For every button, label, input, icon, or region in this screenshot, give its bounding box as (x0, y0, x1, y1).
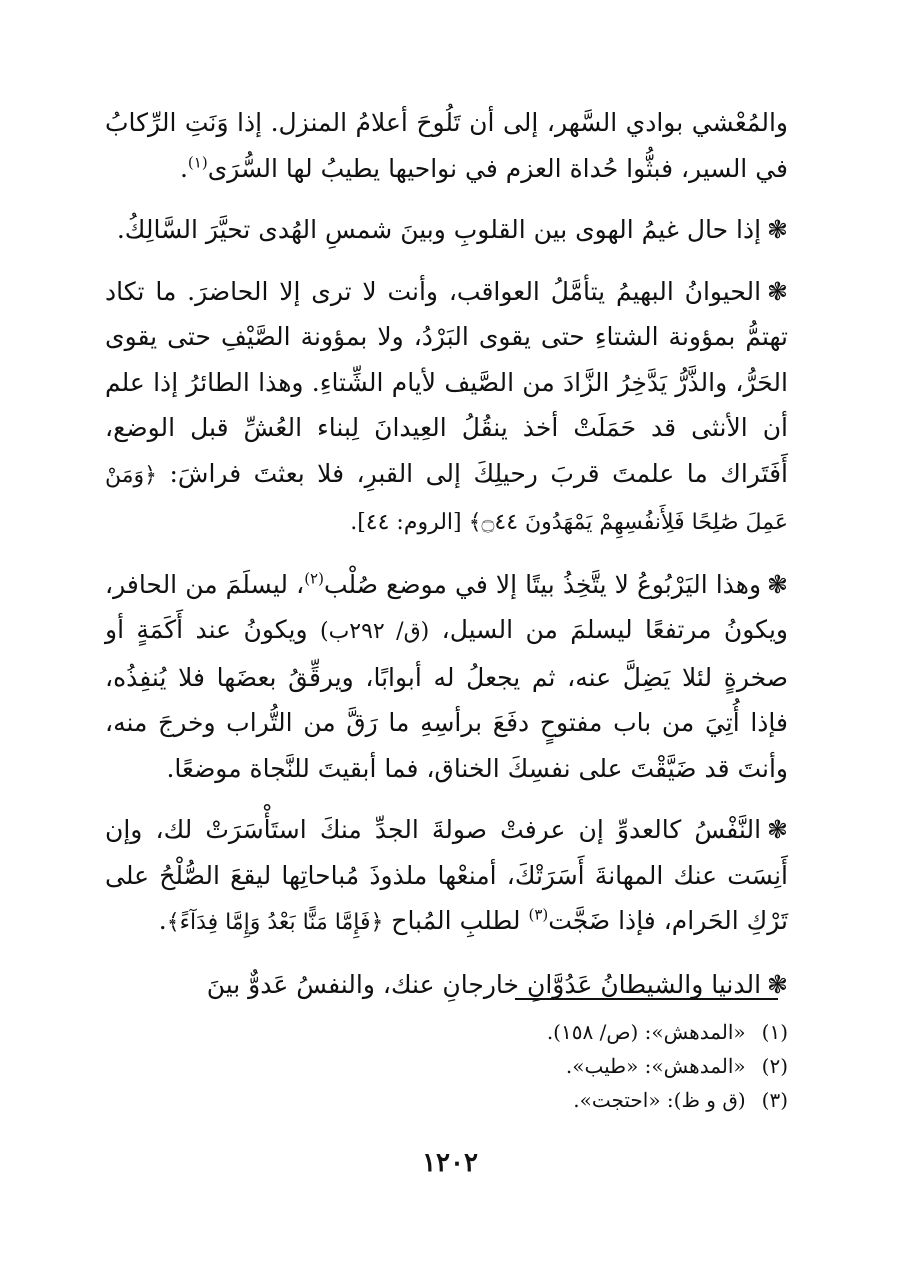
paragraph (105, 807, 788, 946)
footnote-number: (١) (761, 1020, 788, 1044)
footnote-item (105, 1015, 788, 1049)
footnote-text: «المدهش»: (ص/ ١٥٨). (546, 1020, 746, 1044)
footnote-reference: (١) (187, 153, 208, 172)
paragraph-star-marker: ❃ (767, 969, 788, 999)
footnote-number: (٣) (761, 1088, 788, 1112)
paragraph (105, 962, 788, 1008)
paragraph-text: وهذا اليَرْبُوعُ لا يتَّخِذُ بيتًا إلا في موضع صُلْب (323, 569, 762, 599)
paragraph (105, 562, 788, 792)
paragraph-text: ، ليسلَمَ من الحافر، ويكونُ مرتفعًا ليسلمَ من السيل، (105, 569, 788, 644)
paragraph-text: . (158, 906, 167, 935)
paragraph-text: . (179, 153, 188, 183)
footnote-separator (515, 998, 778, 1000)
paragraph-star-marker: ❃ (767, 815, 788, 844)
paragraph (105, 269, 788, 546)
citation-reference: [الروم: ٤٤]. (350, 510, 469, 535)
paragraph-text: ويكونُ عند أَكَمَةٍ أو صخرةٍ لئلا يَضِلَّ عنه، ثم يجعلُ له أبوابًا، ويرقِّقُ بعضَها فلا يُنفِذُه، فإذا أُتِيَ من باب مفتوحٍ دفَعَ برأسِهِ ما رَقَّ من التُّراب وخرجَ منه، وأنتَ قد ضَيَّقْتَ على نفسِكَ الخناق، فما أبقيتَ للنَّجاة موضعًا. (105, 615, 788, 783)
paragraph (105, 207, 788, 253)
page-number: ١٢٠٢ (422, 1148, 478, 1178)
paragraph-text: لطلبِ المُباح (383, 906, 529, 935)
quran-verse: ﴿وَمَنْ عَمِلَ صَٰلِحًا فَلِأَنفُسِهِمْ يَمْهَدُونَ ۝٤٤﴾ (105, 462, 788, 535)
footnote-item (105, 1049, 788, 1083)
paragraph-text: والمُعْشي بوادي السَّهر، إلى أن تَلُوحَ أعلامُ المنزل. إذا وَنَتِ الرِّكابُ في السير، فبثُّوا حُداة العزم في نواحيها يطيبُ لها السُّرَى (105, 108, 788, 183)
footnote-text: «المدهش»: «طيب». (565, 1054, 746, 1078)
quran-verse: ﴿فَإِمَّا مَنًّا بَعْدُ وَإِمَّا فِدَآءً﴾ (166, 910, 384, 935)
citation-reference: (ق/ ٢٩٢ب) (319, 619, 430, 644)
paragraph-text: إذا حال غيمُ الهوى بين القلوبِ وبينَ شمسِ الهُدى تحيَّرَ السَّالِكُ. (116, 215, 762, 244)
footnote-number: (٢) (761, 1054, 788, 1078)
footnote-reference: (٢) (304, 569, 324, 588)
paragraph-text: الحيوانُ البهيمُ يتأمَّلُ العواقب، وأنت لا ترى إلا الحاضرَ. ما تكاد تهتمُّ بمؤونة الشتاءِ حتى يقوى البَرْدُ، ولا بمؤونة الصَّيْفِ حتى يقوى الحَرُّ، والذَّرُّ يَدَّخِرُ الزَّادَ من الصَّيف لأيام الشِّتاءِ. وهذا الطائرُ إذا علم أن الأنثى قد حَمَلَتْ أخذ ينقُلُ العِيدانَ لِبناء العُشِّ قبل الوضع، أَفَتَراك ما علمتَ قربَ رحيلِكَ إلى القبرِ، فلا بعثتَ فراشَ: (105, 276, 788, 488)
paragraph-star-marker: ❃ (767, 276, 788, 306)
footnote-item (105, 1083, 788, 1117)
main-text (105, 100, 788, 1023)
footnote-text: (ق و ظ): «احتجت». (573, 1088, 746, 1112)
footnote-reference: (٣) (528, 905, 549, 924)
paragraph-star-marker: ❃ (767, 215, 788, 244)
paragraph-star-marker: ❃ (767, 569, 788, 599)
paragraph-text: الدنيا والشيطانُ عَدُوَّانِ خارجانِ عنك، والنفسُ عَدوٌّ بينَ (206, 969, 762, 999)
paragraph-text: النَّفْسُ كالعدوِّ إن عرفتْ صولةَ الجدِّ منكَ استَأْسَرَتْ لك، وإن أَنِسَت عنك المهانةَ أَسَرَتْكَ، أمنعْها ملذوذَ مُباحاتِها ليقعَ الصُّلْحُ على تَرْكِ الحَرام، فإذا ضَجَّت (105, 815, 788, 935)
footnotes (105, 1015, 788, 1117)
paragraph (105, 100, 788, 191)
